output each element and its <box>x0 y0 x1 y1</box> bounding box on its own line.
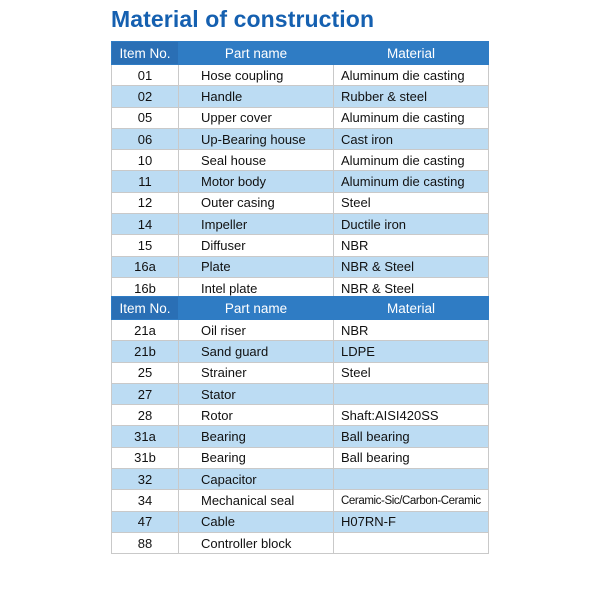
table-row <box>112 383 489 404</box>
header-part-name: Part name <box>179 42 334 65</box>
material-cell: Ball bearing <box>334 426 489 447</box>
item-no-cell: 31b <box>112 447 179 468</box>
table-row <box>112 469 489 490</box>
item-no-cell: 34 <box>112 490 179 511</box>
part-name-cell: Up-Bearing house <box>179 128 334 149</box>
table-row <box>112 86 489 107</box>
table-row <box>112 65 489 86</box>
material-cell: LDPE <box>334 341 489 362</box>
item-no-cell: 06 <box>112 128 179 149</box>
material-cell: Ball bearing <box>334 447 489 468</box>
table-row <box>112 235 489 256</box>
header-item-no: Item No. <box>112 297 179 320</box>
table-row <box>112 150 489 171</box>
table-row <box>112 171 489 192</box>
header-item-no: Item No. <box>112 42 179 65</box>
table-row <box>112 107 489 128</box>
part-name-cell: Sand guard <box>179 341 334 362</box>
material-cell: NBR <box>334 235 489 256</box>
part-name-cell: Bearing <box>179 447 334 468</box>
material-cell: Steel <box>334 192 489 213</box>
material-cell <box>334 383 489 404</box>
table-row <box>112 532 489 553</box>
table-row <box>112 362 489 383</box>
material-cell: NBR & Steel <box>334 256 489 277</box>
table-row <box>112 490 489 511</box>
material-cell: Shaft:AISI420SS <box>334 405 489 426</box>
item-no-cell: 16a <box>112 256 179 277</box>
item-no-cell: 15 <box>112 235 179 256</box>
part-name-cell: Handle <box>179 86 334 107</box>
table-row <box>112 214 489 235</box>
material-cell <box>334 469 489 490</box>
item-no-cell: 10 <box>112 150 179 171</box>
part-name-cell: Motor body <box>179 171 334 192</box>
item-no-cell: 88 <box>112 532 179 553</box>
table-row <box>112 128 489 149</box>
part-name-cell: Plate <box>179 256 334 277</box>
material-cell: Rubber & steel <box>334 86 489 107</box>
header-material: Material <box>334 297 489 320</box>
material-cell: Ceramic-Sic/Carbon-Ceramic <box>334 490 489 511</box>
header-material: Material <box>334 42 489 65</box>
materials-table-2 <box>111 296 489 554</box>
item-no-cell: 02 <box>112 86 179 107</box>
table-row <box>112 447 489 468</box>
item-no-cell: 25 <box>112 362 179 383</box>
part-name-cell: Hose coupling <box>179 65 334 86</box>
header-part-name: Part name <box>179 297 334 320</box>
material-cell: Aluminum die casting <box>334 107 489 128</box>
item-no-cell: 14 <box>112 214 179 235</box>
part-name-cell: Capacitor <box>179 469 334 490</box>
page-title: Material of construction <box>111 6 375 32</box>
part-name-cell: Upper cover <box>179 107 334 128</box>
material-cell: Aluminum die casting <box>334 65 489 86</box>
material-cell: Ductile iron <box>334 214 489 235</box>
table-row <box>112 256 489 277</box>
material-cell: H07RN-F <box>334 511 489 532</box>
item-no-cell: 16b <box>112 277 179 298</box>
item-no-cell: 21b <box>112 341 179 362</box>
table-row <box>112 320 489 341</box>
part-name-cell: Cable <box>179 511 334 532</box>
table-row <box>112 341 489 362</box>
material-cell: Aluminum die casting <box>334 150 489 171</box>
material-cell <box>334 532 489 553</box>
item-no-cell: 27 <box>112 383 179 404</box>
table-header-row <box>112 297 489 320</box>
part-name-cell: Controller block <box>179 532 334 553</box>
part-name-cell: Seal house <box>179 150 334 171</box>
materials-table-1 <box>111 41 489 299</box>
part-name-cell: Strainer <box>179 362 334 383</box>
part-name-cell: Oil riser <box>179 320 334 341</box>
item-no-cell: 32 <box>112 469 179 490</box>
part-name-cell: Impeller <box>179 214 334 235</box>
table-row <box>112 426 489 447</box>
part-name-cell: Bearing <box>179 426 334 447</box>
table-row <box>112 511 489 532</box>
item-no-cell: 31a <box>112 426 179 447</box>
item-no-cell: 12 <box>112 192 179 213</box>
table-row <box>112 405 489 426</box>
table-body-1 <box>112 65 489 299</box>
table-row <box>112 192 489 213</box>
item-no-cell: 21a <box>112 320 179 341</box>
item-no-cell: 47 <box>112 511 179 532</box>
part-name-cell: Diffuser <box>179 235 334 256</box>
material-cell: NBR & Steel <box>334 277 489 298</box>
item-no-cell: 28 <box>112 405 179 426</box>
table-header-row <box>112 42 489 65</box>
part-name-cell: Outer casing <box>179 192 334 213</box>
part-name-cell: Stator <box>179 383 334 404</box>
table-body-2 <box>112 320 489 554</box>
material-cell: NBR <box>334 320 489 341</box>
item-no-cell: 05 <box>112 107 179 128</box>
part-name-cell: Intel plate <box>179 277 334 298</box>
material-cell: Cast iron <box>334 128 489 149</box>
part-name-cell: Rotor <box>179 405 334 426</box>
item-no-cell: 11 <box>112 171 179 192</box>
item-no-cell: 01 <box>112 65 179 86</box>
material-cell: Aluminum die casting <box>334 171 489 192</box>
material-cell: Steel <box>334 362 489 383</box>
part-name-cell: Mechanical seal <box>179 490 334 511</box>
